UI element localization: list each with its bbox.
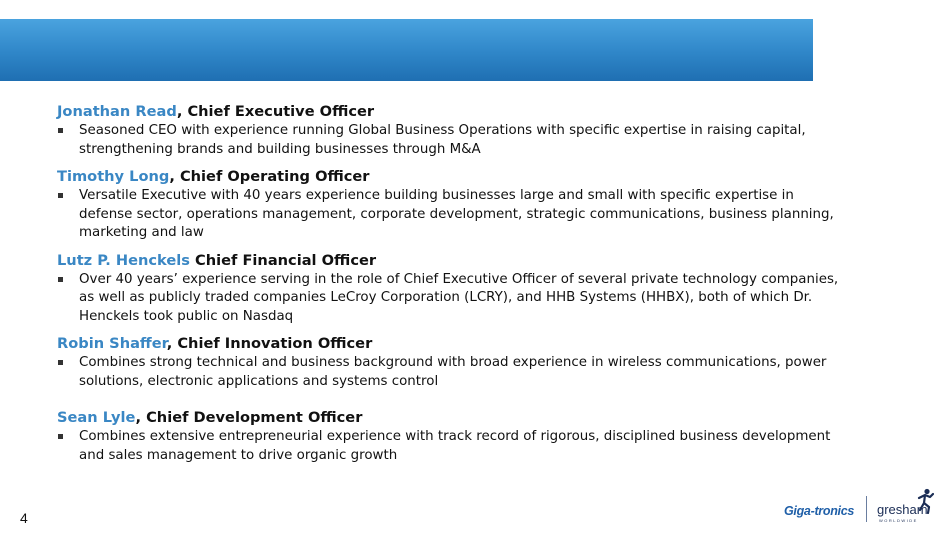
executive-list bbox=[57, 103, 847, 474]
executive-role: Chief Innovation Officer bbox=[177, 335, 373, 352]
bullet-text: Versatile Executive with 40 years experience building businesses large and small with specific expertise in defense sector, operations management, corporate development, strategic communications, business planning, marketing and law bbox=[79, 188, 834, 240]
gresham-figure-icon bbox=[916, 488, 934, 514]
executive-title bbox=[57, 335, 847, 353]
executive-separator: , bbox=[169, 168, 175, 185]
bullet-item bbox=[57, 187, 847, 243]
bullet-list bbox=[57, 187, 847, 243]
bullet-item bbox=[57, 122, 847, 159]
bullet-text: Seasoned CEO with experience running Global Business Operations with specific expertise in raising capital, strengthening brands and building businesses through M&A bbox=[79, 123, 806, 157]
executive-entry bbox=[57, 252, 847, 327]
executive-name: Lutz P. Henckels bbox=[57, 251, 190, 269]
executive-entry bbox=[57, 168, 847, 243]
page-number: 4 bbox=[20, 510, 28, 526]
gresham-logo: gresham bbox=[877, 502, 928, 517]
executive-entry bbox=[57, 103, 847, 159]
executive-role: Chief Executive Officer bbox=[187, 103, 375, 120]
executive-separator: , bbox=[135, 409, 141, 426]
executive-title bbox=[57, 103, 847, 121]
giga-tronics-logo: Giga-tronics bbox=[784, 504, 855, 518]
executive-entry bbox=[57, 409, 847, 465]
bullet-list bbox=[57, 271, 847, 327]
executive-role: Chief Financial Officer bbox=[195, 251, 377, 269]
bullet-text: Combines extensive entrepreneurial experience with track record of rigorous, disciplined business development and sales management to drive organic growth bbox=[79, 429, 831, 463]
executive-role: Chief Development Officer bbox=[146, 409, 363, 426]
bullet-list bbox=[57, 428, 847, 465]
bullet-list bbox=[57, 354, 847, 391]
header-bar bbox=[0, 19, 813, 81]
executive-title bbox=[57, 168, 847, 186]
square-bullet-icon bbox=[58, 277, 63, 282]
square-bullet-icon bbox=[58, 193, 63, 198]
executive-entry bbox=[57, 335, 847, 391]
bullet-list bbox=[57, 122, 847, 159]
executive-title bbox=[57, 252, 847, 270]
executive-name: Sean Lyle bbox=[57, 409, 136, 426]
square-bullet-icon bbox=[58, 434, 63, 439]
square-bullet-icon bbox=[58, 360, 63, 365]
bullet-item bbox=[57, 428, 847, 465]
bullet-item bbox=[57, 354, 847, 391]
executive-separator: , bbox=[176, 103, 183, 120]
square-bullet-icon bbox=[58, 128, 63, 133]
executive-name: Jonathan Read bbox=[57, 103, 177, 120]
executive-name: Robin Shaffer bbox=[57, 335, 167, 352]
executive-separator: , bbox=[166, 335, 173, 352]
executive-title bbox=[57, 409, 847, 427]
bullet-item bbox=[57, 271, 847, 327]
gresham-logo-tagline: WORLDWIDE bbox=[879, 518, 918, 523]
executive-name: Timothy Long bbox=[57, 168, 170, 185]
footer-logos bbox=[780, 486, 940, 526]
bullet-text: Over 40 years’ experience serving in the role of Chief Executive Officer of several private technology companies, as well as publicly traded companies LeCroy Corporation (LCRY), and HHB Systems (HHBX), both of which Dr. Henckels took public on Nasdaq bbox=[79, 271, 839, 324]
logo-divider bbox=[866, 496, 867, 522]
bullet-text: Combines strong technical and business background with broad experience in wireless communications, power solutions, electronic applications and systems control bbox=[79, 355, 827, 389]
executive-role: Chief Operating Officer bbox=[179, 168, 370, 185]
